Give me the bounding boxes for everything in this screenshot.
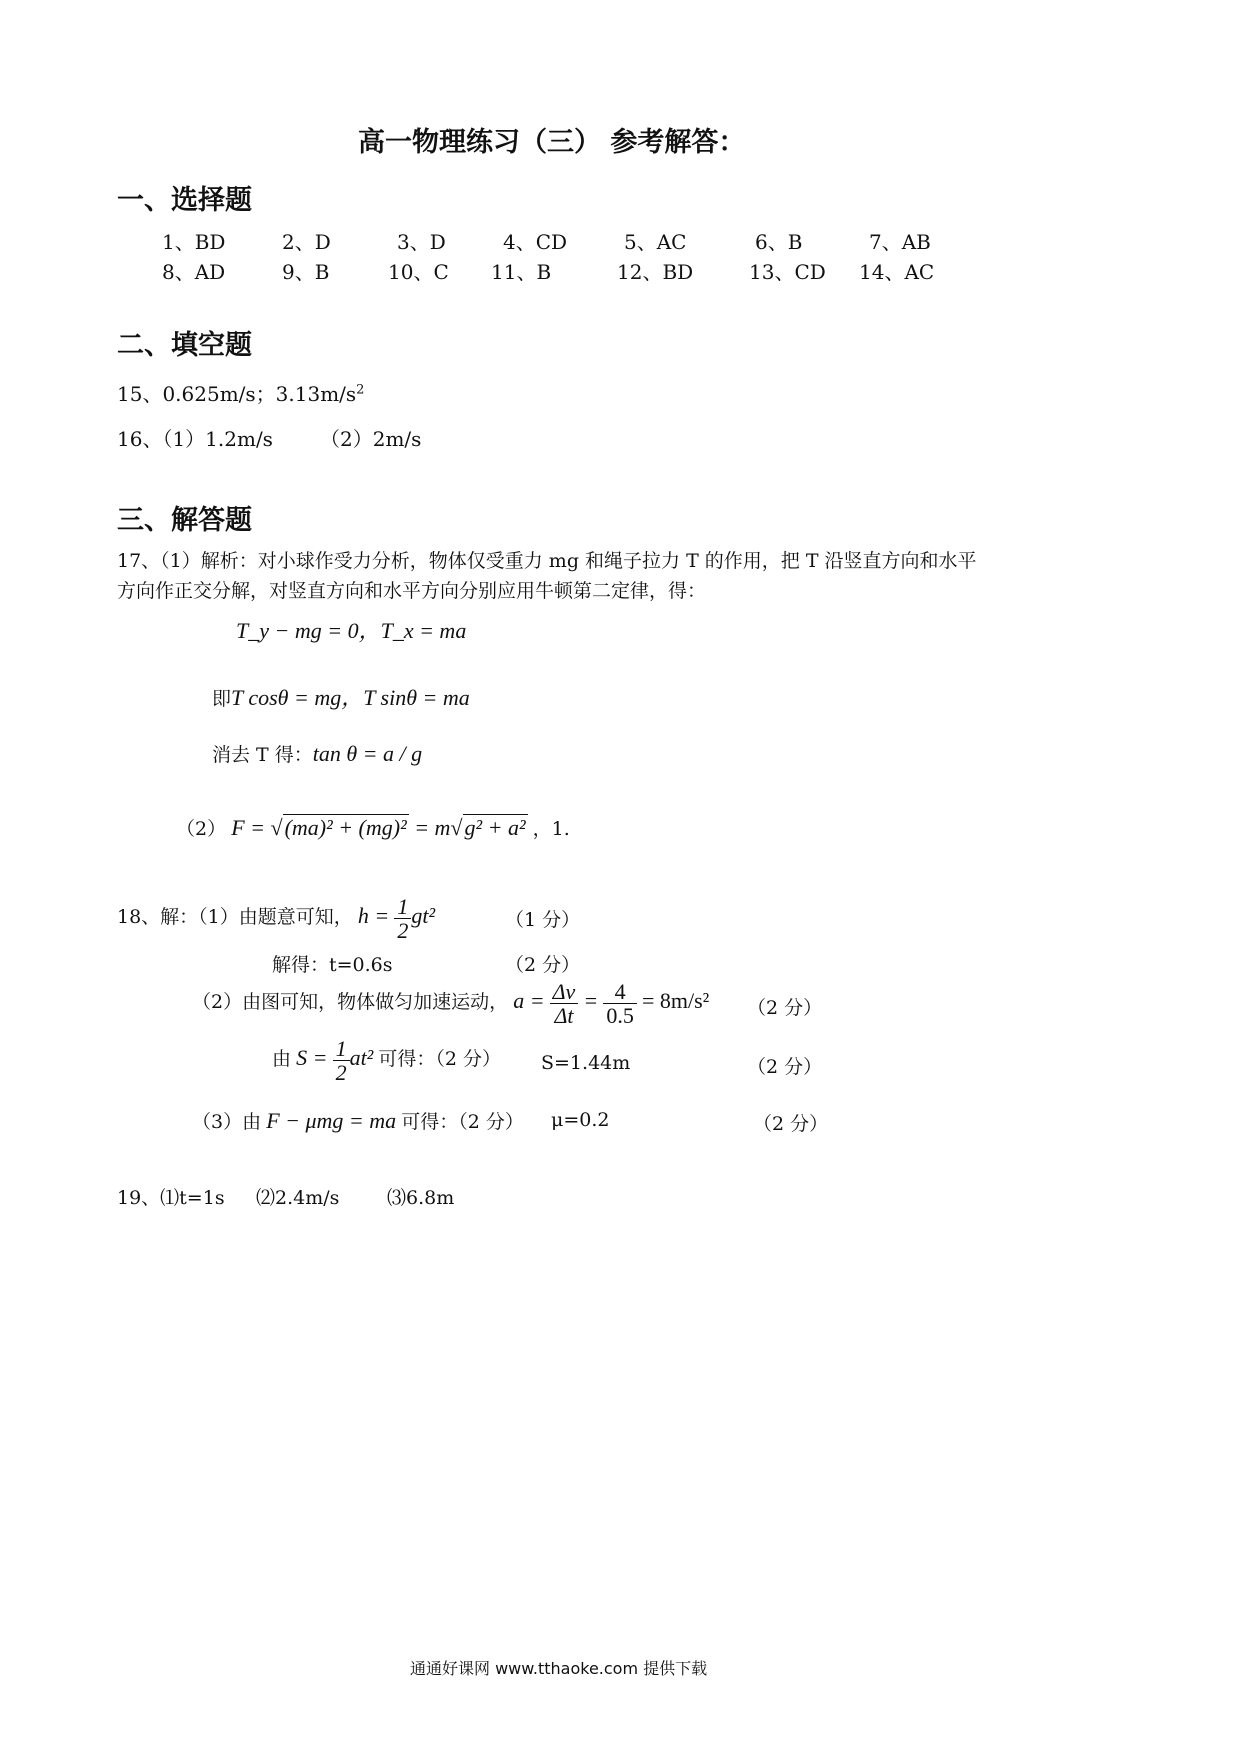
q17-equation-row3 bbox=[212, 740, 422, 767]
q18-l5-suffix: 可得：（2 分） bbox=[401, 1111, 524, 1133]
q18-l5-prefix: （3）由 bbox=[192, 1111, 262, 1133]
q18-score: （2 分） bbox=[747, 997, 823, 1019]
q18-l1-prefix: 18、解：（1）由题意可知， bbox=[117, 906, 353, 929]
q18-line3 bbox=[192, 980, 709, 1027]
sqrt-icon: √ bbox=[270, 815, 283, 840]
fraction-den: Δt bbox=[554, 1003, 574, 1029]
q17-equation-components: T_y − mg = 0，T_x = ma bbox=[236, 618, 467, 643]
choice-answer: 11、B bbox=[491, 260, 552, 284]
q18-l3-eq: = bbox=[583, 988, 599, 1014]
q17-force-suffix: ，1. bbox=[532, 818, 570, 840]
choice-answer: 7、AB bbox=[869, 230, 931, 254]
fraction-num: 1 bbox=[333, 1037, 350, 1061]
answer-q16-part2: （2）2m/s bbox=[320, 427, 422, 451]
sqrt-icon: √ bbox=[450, 815, 463, 840]
answer-q19-part3: ⑶6.8m bbox=[387, 1187, 455, 1209]
section-heading-solve: 三、解答题 bbox=[117, 505, 252, 536]
answer-q15-exponent: 2 bbox=[356, 382, 365, 398]
q18-l3-prefix: （2）由图可知，物体做匀加速运动， bbox=[192, 991, 509, 1014]
choice-answer: 4、CD bbox=[503, 230, 568, 254]
q18-score: （2 分） bbox=[505, 954, 581, 976]
choice-answer: 9、B bbox=[282, 260, 330, 284]
fraction-num: Δv bbox=[550, 980, 579, 1004]
answer-q15-text: 15、0.625m/s；3.13m/s bbox=[117, 382, 357, 406]
q18-l4-prefix: 由 bbox=[272, 1048, 292, 1071]
fraction-den: 2 bbox=[335, 1060, 347, 1086]
fraction-den: 0.5 bbox=[606, 1003, 634, 1029]
q18-l3-a: a = bbox=[513, 988, 545, 1014]
fraction-num: 4 bbox=[603, 980, 637, 1004]
page-footer: 通通好课网 www.tthaoke.com 提供下载 bbox=[410, 1659, 708, 1678]
answer-q15 bbox=[117, 378, 364, 407]
q18-l4-tail: at² bbox=[349, 1045, 374, 1071]
q18-score: （1 分） bbox=[505, 909, 581, 931]
q17-equation-row2 bbox=[212, 681, 470, 712]
q18-l1-tail: gt² bbox=[411, 903, 436, 929]
choice-answer: 14、AC bbox=[859, 260, 935, 284]
q17-eq2-prefix: 即 bbox=[212, 688, 232, 710]
fraction-den: 2 bbox=[397, 918, 409, 944]
q17-force-lhs: F = bbox=[231, 815, 271, 840]
answer-q19-part2: ⑵2.4m/s bbox=[256, 1187, 340, 1209]
q17-part2 bbox=[176, 814, 570, 841]
section-heading-choice: 一、选择题 bbox=[117, 185, 252, 216]
fraction-dv-dt bbox=[550, 980, 579, 1027]
section-heading-fill: 二、填空题 bbox=[117, 330, 252, 361]
q17-force-mid: = m bbox=[408, 815, 451, 840]
choice-answer: 10、C bbox=[388, 260, 449, 284]
q18-line5 bbox=[192, 1107, 524, 1134]
q18-l3-tail: = 8m/s² bbox=[641, 988, 710, 1014]
choice-answer: 8、AD bbox=[162, 260, 226, 284]
q18-score: （2 分） bbox=[753, 1113, 829, 1135]
q18-score: （2 分） bbox=[747, 1056, 823, 1078]
q17-text-line1: 17、（1）解析：对小球作受力分析，物体仅受重力 mg 和绳子拉力 T 的作用，把 T 沿竖直方向和水平 bbox=[117, 550, 977, 572]
answer-q19-part1: 19、⑴t=1s bbox=[117, 1187, 225, 1209]
answer-q16-part1: 16、（1）1.2m/s bbox=[117, 427, 273, 451]
q17-part2-label: （2） bbox=[176, 818, 227, 840]
q18-l1-eq: h = bbox=[357, 903, 390, 929]
choice-answer: 3、D bbox=[397, 230, 446, 254]
choice-answer: 12、BD bbox=[617, 260, 694, 284]
choice-answer: 2、D bbox=[282, 230, 331, 254]
q17-text-line2: 方向作正交分解，对竖直方向和水平方向分别应用牛顿第二定律，得： bbox=[117, 580, 707, 602]
q18-line1 bbox=[117, 895, 435, 942]
q18-result-S: S=1.44m bbox=[541, 1052, 631, 1074]
q17-equation-trig: T cosθ = mg，T sinθ = ma bbox=[231, 685, 470, 710]
q18-result-mu: μ=0.2 bbox=[551, 1109, 610, 1131]
q17-force-radicand1: (ma)² + (mg)² bbox=[284, 815, 407, 840]
fraction-4-over-05 bbox=[603, 980, 637, 1027]
q18-line2: 解得：t=0.6s bbox=[272, 954, 393, 976]
choice-answer: 5、AC bbox=[624, 230, 687, 254]
choice-answer: 6、B bbox=[755, 230, 803, 254]
q18-l4-S: S = bbox=[296, 1045, 328, 1071]
fraction-half bbox=[333, 1037, 350, 1084]
fraction-half bbox=[394, 895, 411, 942]
q17-equation-tan: tan θ = a / g bbox=[312, 741, 423, 766]
choice-answer: 1、BD bbox=[162, 230, 226, 254]
q17-eq3-prefix: 消去 T 得： bbox=[212, 744, 313, 766]
fraction-num: 1 bbox=[394, 895, 411, 919]
q17-force-radicand2: g² + a² bbox=[464, 815, 526, 840]
q18-l5-eq: F − μmg = ma bbox=[266, 1108, 397, 1133]
choice-answer: 13、CD bbox=[749, 260, 826, 284]
q18-l4-suffix: 可得：（2 分） bbox=[378, 1048, 502, 1071]
page-title: 高一物理练习（三） 参考解答： bbox=[358, 127, 746, 158]
q18-line4 bbox=[272, 1037, 501, 1084]
